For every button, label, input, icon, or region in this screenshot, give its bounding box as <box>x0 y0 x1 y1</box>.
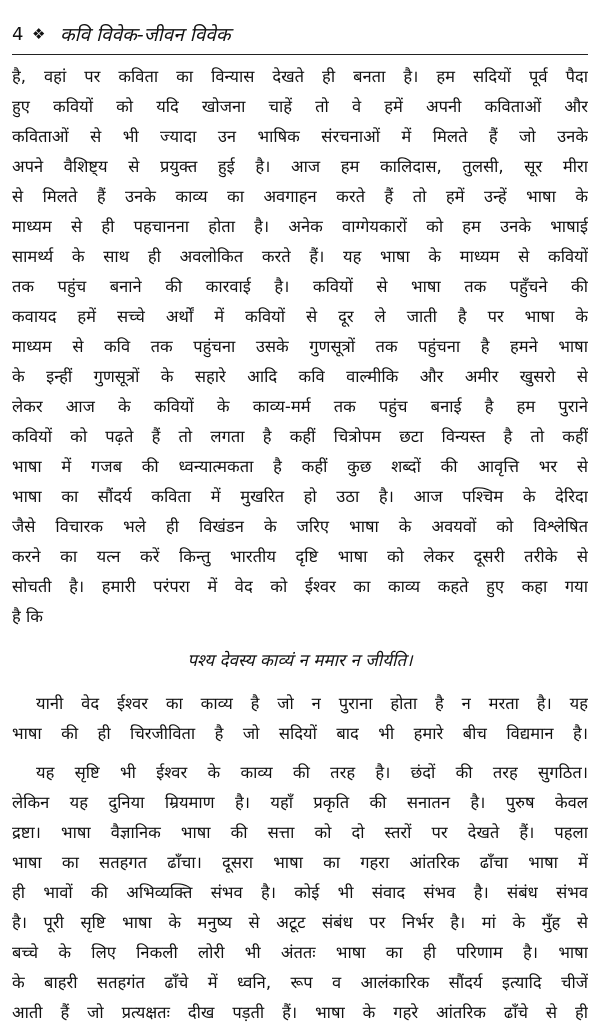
running-title: कवि विवेक-जीवन विवेक <box>60 24 231 46</box>
text-line: के इन्हीं गुणसूत्रों के सहारे आदि कवि वाल्मीकि और अमीर खुसरो से <box>12 367 588 386</box>
text-line: माध्यम से ही पहचानना होता है। अनेक वाग्गेयकारों को हम उनके भाषाई <box>12 217 588 236</box>
ornament-icon: ❖ <box>32 25 46 43</box>
text-line: कवायद हमें सच्चे अर्थों में कवियों से दूर ले जाती है पर भाषा के <box>12 307 588 326</box>
text-line: है, वहां पर कविता का विन्यास देखते ही बनता है। हम सदियों पूर्व पैदा <box>12 67 588 86</box>
text-line: माध्यम से कवि तक पहुंचना उसके गुणसूत्रों तक पहुंचना है हमने भाषा <box>12 337 588 356</box>
text-line: सोचती है। हमारी परंपरा में वेद को ईश्वर का काव्य कहते हुए कहा गया <box>12 577 588 596</box>
sanskrit-verse: पश्य देवस्य काव्यं न ममार न जीर्यति। <box>187 651 413 671</box>
text-line: द्रष्टा। भाषा वैज्ञानिक भाषा की सत्ता को दो स्तरों पर देखते हैं। पहला <box>12 823 588 842</box>
text-line: है कि <box>12 607 43 626</box>
text-line: यह सृष्टि भी ईश्वर के काव्य की तरह है। छंदों की तरह सुगठित। <box>36 763 588 782</box>
text-line: से मिलते हैं उनके काव्य का अवगाहन करते हैं तो हमें उन्हें भाषा के <box>12 187 588 206</box>
text-line: भाषा का सौंदर्य कविता में मुखरित हो उठा है। आज पश्चिम के देरिदा <box>12 487 588 506</box>
text-line: लेकर आज के कवियों के काव्य-मर्म तक पहुंच बनाई है हम पुराने <box>12 397 588 416</box>
text-line: लेकिन यह दुनिया म्रियमाण है। यहाँ प्रकृति की सनातन है। पुरुष केवल <box>12 793 588 812</box>
text-line: अपने वैशिष्ट्य से प्रयुक्त हुई है। आज हम कालिदास, तुलसी, सूर मीरा <box>12 157 588 176</box>
text-line: भाषा का सतहगत ढाँचा। दूसरा भाषा का गहरा आंतरिक ढाँचा भाषा में <box>12 853 588 872</box>
text-line: भाषा की ही चिरजीविता है जो सदियों बाद भी हमारे बीच विद्यमान है। <box>12 724 588 743</box>
text-line: कविताओं से भी ज्यादा उन भाषिक संरचनाओं में मिलते हैं जो उनके <box>12 127 588 146</box>
text-line: भाषा में गजब की ध्वन्यात्मकता है कहीं कुछ शब्दों की आवृत्ति भर से <box>12 457 588 476</box>
page-header <box>12 10 588 55</box>
text-line: तक पहुंच बनाने की कारवाई है। कवियों से भाषा तक पहुँचने की <box>12 277 588 296</box>
text-line: करने का यत्न करें किन्तु भारतीय दृष्टि भाषा को लेकर दूसरी तरीके से <box>12 547 588 566</box>
page-number: 4 <box>12 24 24 45</box>
text-line: हुए कवियों को यदि खोजना चाहें तो वे हमें अपनी कविताओं और <box>12 97 588 116</box>
text-line: सामर्थ्य के साथ ही अवलोकित करते हैं। यह भाषा के माध्यम से कवियों <box>12 247 588 266</box>
text-line: आती हैं जो प्रत्यक्षतः दीख पड़ती हैं। भाषा के गहरे आंतरिक ढाँचे से ही <box>12 1003 588 1022</box>
text-line: जैसे विचारक भले ही विखंडन के जरिए भाषा के अवयवों को विश्लेषित <box>12 517 588 536</box>
text-line: ही भावों की अभिव्यक्ति संभव है। कोई भी संवाद संभव है। संबंध संभव <box>12 883 588 902</box>
text-line: है। पूरी सृष्टि भाषा के मनुष्य से अटूट संबंध पर निर्भर है। मां के मुँह से <box>12 913 588 932</box>
text-line: बच्चे के लिए निकली लोरी भी अंततः भाषा का ही परिणाम है। भाषा <box>12 943 588 962</box>
text-line: के बाहरी सतहगंत ढाँचे में ध्वनि, रूप व आलंकारिक सौंदर्य इत्यादि चीजें <box>12 973 588 992</box>
text-line: यानी वेद ईश्वर का काव्य है जो न पुराना होता है न मरता है। यह <box>36 694 588 713</box>
text-line: कवियों को पढ़ते हैं तो लगता है कहीं चित्रोपम छटा विन्यस्त है तो कहीं <box>12 427 588 446</box>
